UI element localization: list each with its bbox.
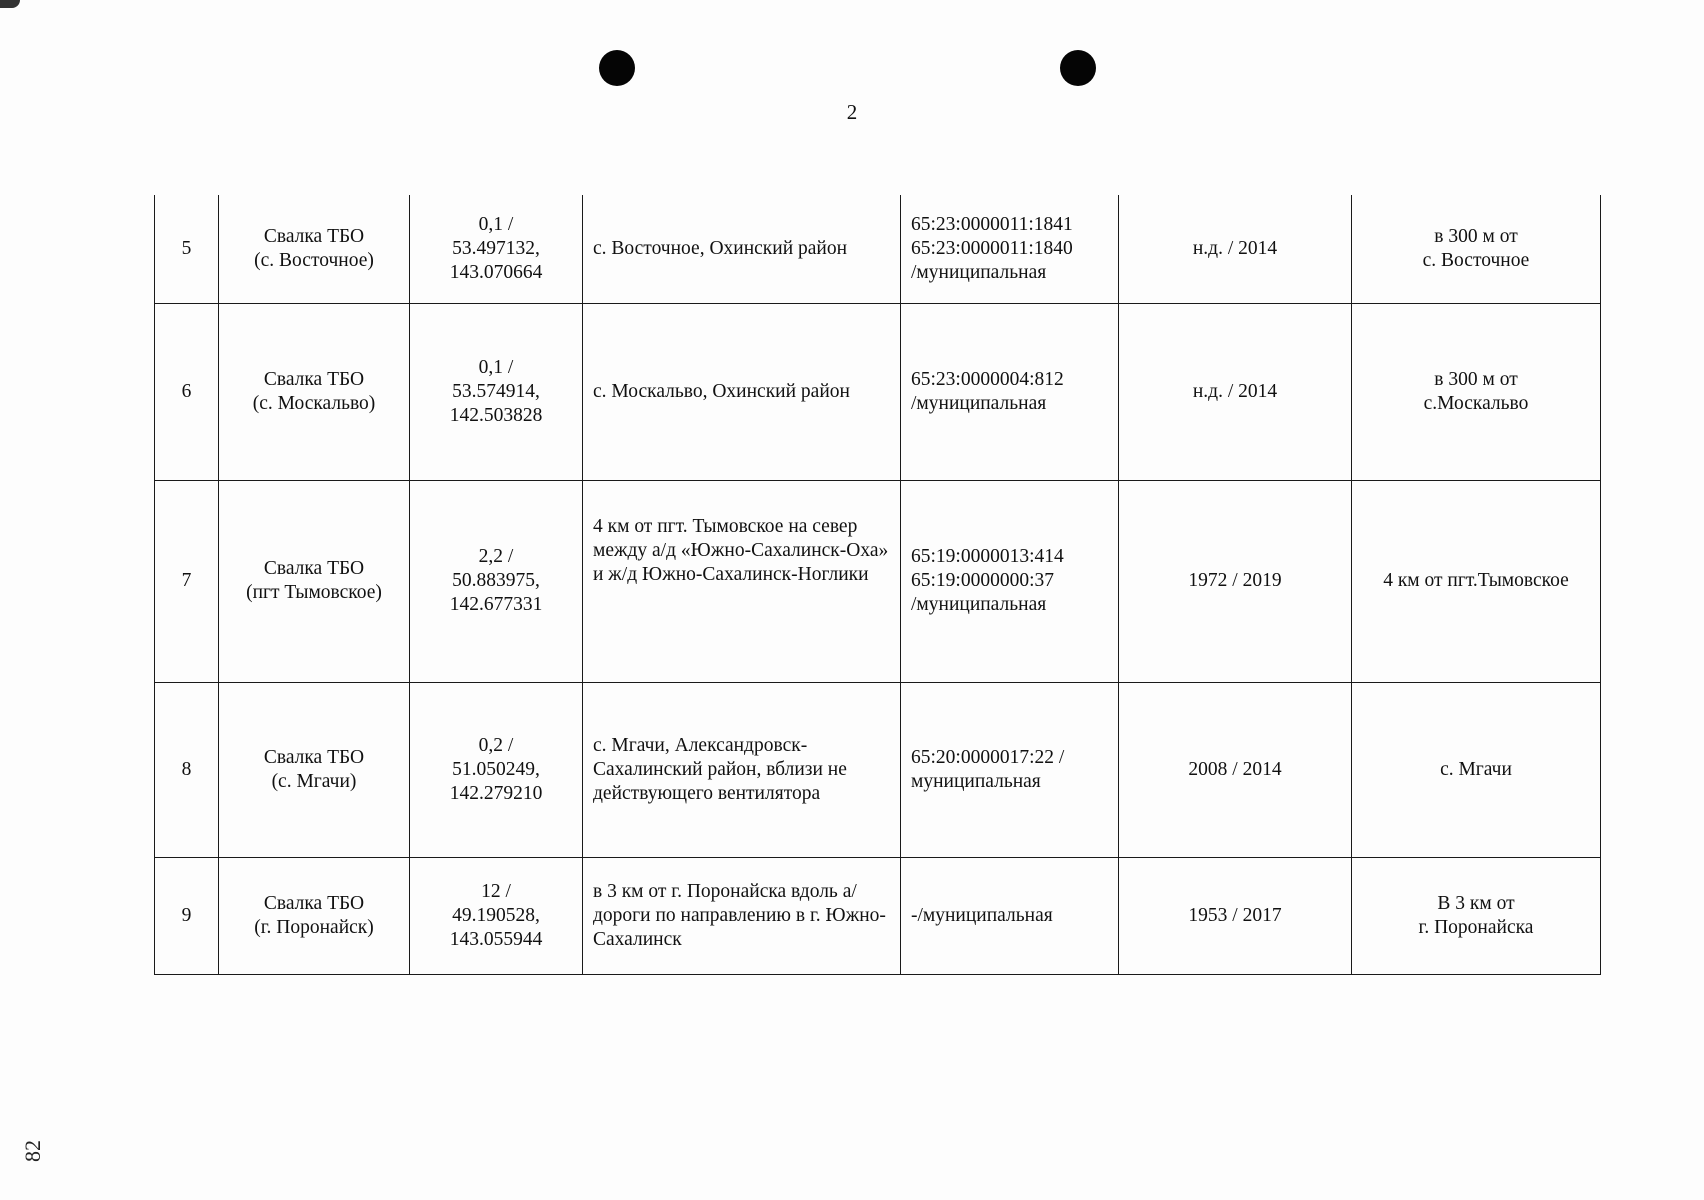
area-coordinates-cell: 0,2 / 51.050249, 142.279210 <box>410 682 583 857</box>
years-cell: н.д. / 2014 <box>1119 303 1352 480</box>
cadastre-cell: -/муниципальная <box>901 857 1119 974</box>
table-row <box>155 480 1601 682</box>
area-coordinates-cell: 0,1 / 53.497132, 143.070664 <box>410 195 583 303</box>
row-number-cell: 5 <box>155 195 219 303</box>
distance-cell: В 3 км от г. Поронайска <box>1352 857 1601 974</box>
location-cell: с. Восточное, Охинский район <box>583 195 901 303</box>
years-cell: 2008 / 2014 <box>1119 682 1352 857</box>
object-name-cell: Свалка ТБО (с. Восточное) <box>219 195 410 303</box>
object-name-cell: Свалка ТБО (с. Москальво) <box>219 303 410 480</box>
distance-cell: в 300 м от с. Восточное <box>1352 195 1601 303</box>
row-number-cell: 8 <box>155 682 219 857</box>
table-row <box>155 857 1601 974</box>
years-cell: 1972 / 2019 <box>1119 480 1352 682</box>
location-cell: с. Москальво, Охинский район <box>583 303 901 480</box>
location-cell: в 3 км от г. Поронайска вдоль а/дороги по направлению в г. Южно-Сахалинск <box>583 857 901 974</box>
object-name-cell: Свалка ТБО (г. Поронайск) <box>219 857 410 974</box>
cadastre-cell: 65:19:0000013:414 65:19:0000000:37 /муниципальная <box>901 480 1119 682</box>
row-number-cell: 7 <box>155 480 219 682</box>
distance-cell: с. Мгачи <box>1352 682 1601 857</box>
distance-cell: в 300 м от с.Москальво <box>1352 303 1601 480</box>
distance-cell: 4 км от пгт.Тымовское <box>1352 480 1601 682</box>
cadastre-cell: 65:20:0000017:22 / муниципальная <box>901 682 1119 857</box>
scan-corner-mark <box>0 0 20 8</box>
punch-hole-left <box>599 50 635 86</box>
table-row <box>155 682 1601 857</box>
years-cell: 1953 / 2017 <box>1119 857 1352 974</box>
object-name-cell: Свалка ТБО (с. Мгачи) <box>219 682 410 857</box>
table-row <box>155 303 1601 480</box>
row-number-cell: 9 <box>155 857 219 974</box>
years-cell: н.д. / 2014 <box>1119 195 1352 303</box>
margin-handwritten-number: 82 <box>20 1140 45 1162</box>
cadastre-cell: 65:23:0000004:812 /муниципальная <box>901 303 1119 480</box>
punch-hole-right <box>1060 50 1096 86</box>
page-number: 2 <box>846 100 858 124</box>
landfill-register-table <box>154 195 1601 975</box>
location-cell: с. Мгачи, Александровск-Сахалинский район, вблизи не действующего вентилятора <box>583 682 901 857</box>
area-coordinates-cell: 0,1 / 53.574914, 142.503828 <box>410 303 583 480</box>
area-coordinates-cell: 12 / 49.190528, 143.055944 <box>410 857 583 974</box>
location-cell: 4 км от пгт. Тымовское на север между а/д «Южно-Сахалинск-Оха» и ж/д Южно-Сахалинск-Ноглики <box>583 480 901 682</box>
cadastre-cell: 65:23:0000011:1841 65:23:0000011:1840 /муниципальная <box>901 195 1119 303</box>
area-coordinates-cell: 2,2 / 50.883975, 142.677331 <box>410 480 583 682</box>
object-name-cell: Свалка ТБО (пгт Тымовское) <box>219 480 410 682</box>
table-row <box>155 195 1601 303</box>
row-number-cell: 6 <box>155 303 219 480</box>
